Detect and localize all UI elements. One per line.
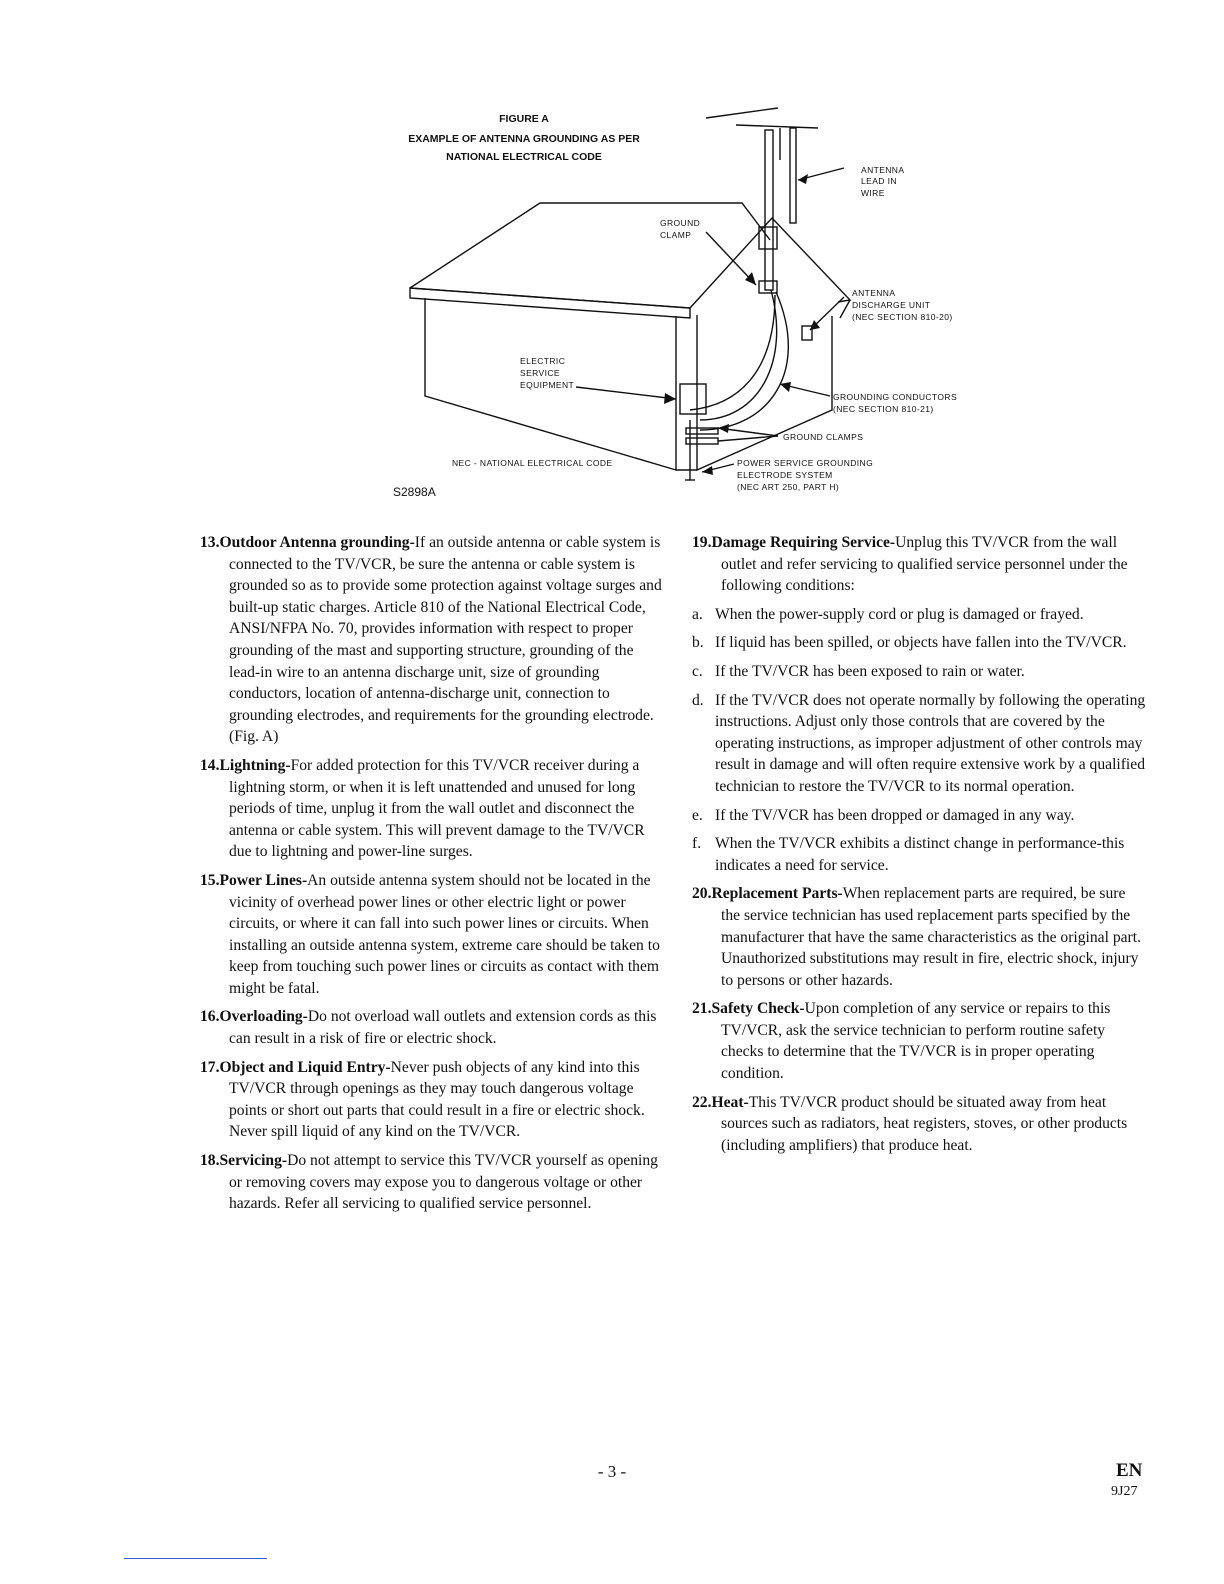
item-13-text: If an outside antenna or cable system is connected to the TV/VCR, be sure the antenna or cable system is grounded so as to provide some protection against voltage surges and built-up static charges. Article 810 of the National Electrical Code, ANSI/NFPA No. 70, provides information with respect to proper grounding of the mast and supporting structure, grounding of the lead-in wire to an antenna discharge unit, size of grounding conductors, location of antenna-discharge unit, connection to grounding electrodes, and requirements for the grounding electrode. (Fig. A) [229,534,662,746]
figure-title-line-3: NATIONAL ELECTRICAL CODE [446,151,602,163]
item-14-text: For added protection for this TV/VCR receiver during a lightning storm, or when it is left unattended and unused for long periods of time, unplug it from the wall outlet and disconnect the antenna or cable system. This will prevent damage to the TV/VCR due to lightning and power-line surges. [229,756,645,861]
label-antenna-lead-2: LEAD IN [861,176,897,186]
label-ground-clamps: GROUND CLAMPS [783,432,864,442]
label-power-service-3: (NEC ART 250, PART H) [737,482,840,492]
document-code: 9J27 [1111,1484,1138,1499]
item-15-title: Power Lines- [219,871,308,889]
item-13-title: Outdoor Antenna grounding- [219,534,415,551]
item-15: 15.Power Lines-An outside antenna system should not be located in the vicinity of overhead power lines or other electric light or power circuits, or where it can fall into such power lines or circuits. When installing an outside antenna system, extreme care should be taken to keep from touching such power lines or circuits as contact with them might be fatal. [200,871,660,997]
ground-conductor [690,295,775,410]
item-22-title: Heat- [711,1093,749,1111]
item-14: 14.Lightning-For added protection for this TV/VCR receiver during a lightning storm, or when it is left unattended and unused for long periods of time, unplug it from the wall outlet and disconnect the antenna or cable system. This will prevent damage to the TV/VCR due to lightning and power-line surges. [200,756,645,861]
item-16-title: Overloading- [219,1008,308,1026]
item-21-text: Upon completion of any service or repairs to this TV/VCR, ask the service technician to perform routine safety checks to determine that the TV/VCR is in proper operating condition. [721,1000,1111,1083]
item-20-title: Replacement Parts- [711,885,843,903]
figure-code: S2898A [393,485,436,499]
label-discharge-1: ANTENNA [852,288,896,298]
mast-pole [790,128,796,223]
roof-eave [410,288,690,318]
footer-rule [124,1558,267,1559]
item-19-text: Unplug this TV/VCR from the wall outlet and refer servicing to qualified service personnel under the following conditions: [721,534,1128,595]
item-19-sub-a: a. When the power-supply cord or plug is damaged or frayed. [692,605,1084,623]
antenna-grounding-figure [0,0,1224,520]
item-19-sub-b: b. If liquid has been spilled, or objects have fallen into the TV/VCR. [692,634,1127,652]
item-20-text: When replacement parts are required, be sure the service technician has used replacement parts specified by the manufacturer that have the same characteristics as the original part. Unauthorized substitutions may result in fire, electric shock, injury to persons or other hazards. [721,885,1141,989]
antenna-top [706,108,818,160]
label-discharge-2: DISCHARGE UNIT [852,300,931,310]
item-19-sub-d: d. If the TV/VCR does not operate normally by following the operating instructions. Adjust only those controls that are covered by the operating instructions, as improper adjustment of other controls may result in damage and will often require extensive work by a qualified technician to restore the TV/VCR to its normal operation. [692,691,1146,795]
label-electric-3: EQUIPMENT [520,380,575,390]
item-17-title: Object and Liquid Entry- [219,1058,391,1076]
house-roof [410,203,770,288]
label-grounding-conductors-1: GROUNDING CONDUCTORS [833,392,958,402]
label-discharge-3: (NEC SECTION 810-20) [852,312,953,322]
label-ground-clamp-2: CLAMP [660,230,692,240]
right-column [692,532,1146,1163]
item-22: 22.Heat-This TV/VCR product should be situated away from heat sources such as radiators, heat registers, stoves, or other products (including amplifiers) that produce heat. [692,1093,1128,1154]
item-17-text: Never push objects of any kind into this TV/VCR through openings as they may touch dangerous voltage points or short out parts that could result in a fire or electric shock. Never spill liquid of any kind on the TV/VCR. [229,1058,645,1141]
item-19-sub-e: e. If the TV/VCR has been dropped or damaged in any way. [692,806,1075,824]
label-antenna-lead-3: WIRE [861,188,885,198]
item-20: 20.Replacement Parts-When replacement parts are required, be sure the service technician has used replacement parts specified by the manufacturer that have the same characteristics as the original part. Unauthorized substitutions may result in fire, electric shock, injury to persons or other hazards. [692,885,1141,989]
item-21: 21.Safety Check-Upon completion of any service or repairs to this TV/VCR, ask the service technician to perform routine safety checks to determine that the TV/VCR is in proper operating condition. [692,1000,1111,1083]
label-ground-clamp-1: GROUND [660,218,701,228]
label-nec-note: NEC - NATIONAL ELECTRICAL CODE [452,458,613,468]
item-19: 19.Damage Requiring Service-Unplug this TV/VCR from the wall outlet and refer servicing to qualified service personnel under the following conditions: [692,534,1128,595]
item-16: 16.Overloading-Do not overload wall outlets and extension cords as this can result in a risk of fire or electric shock. [200,1008,657,1048]
item-18-text: Do not attempt to service this TV/VCR yourself as opening or removing covers may expose you to dangerous voltage or other hazards. Refer all servicing to qualified service personnel. [229,1152,658,1213]
discharge-unit [802,326,812,340]
item-22-text: This TV/VCR product should be situated away from heat sources such as radiators, heat registers, stoves, or other products (including amplifiers) that produce heat. [721,1093,1128,1154]
item-17: 17.Object and Liquid Entry-Never push objects of any kind into this TV/VCR through openings as they may touch dangerous voltage points or short out parts that could result in a fire or electric shock. Never spill liquid of any kind on the TV/VCR. [200,1058,645,1141]
item-14-title: Lightning- [219,756,291,774]
item-13: 13.Outdoor Antenna grounding-If an outside antenna or cable system is connected to the TV/VCR, be sure the antenna or cable system is grounded so as to provide some protection against voltage surges and built-up static charges. Article 810 of the National Electrical Code, ANSI/NFPA No. 70, provides information with respect to proper grounding of the mast and supporting structure, grounding of the lead-in wire to an antenna discharge unit, size of grounding conductors, location of antenna-discharge unit, connection to grounding electrodes, and requirements for the grounding electrode. (Fig. A) [200,534,662,746]
item-16-text: Do not overload wall outlets and extension cords as this can result in a risk of fire or electric shock. [229,1008,657,1048]
figure-title-line-1: FIGURE A [499,113,549,125]
item-18-title: Servicing- [219,1152,288,1170]
item-19-sub-f: f. When the TV/VCR exhibits a distinct change in performance-this indicates a need for service. [692,835,1125,874]
item-18: 18.Servicing-Do not attempt to service this TV/VCR yourself as opening or removing covers may expose you to dangerous voltage or other hazards. Refer all servicing to qualified service personnel. [200,1152,658,1213]
item-19-title: Damage Requiring Service- [711,534,896,551]
label-electric-1: ELECTRIC [520,356,566,366]
label-electric-2: SERVICE [520,368,560,378]
language-code: EN [1116,1460,1143,1481]
label-antenna-lead-1: ANTENNA [861,165,905,175]
label-power-service-2: ELECTRODE SYSTEM [737,470,833,480]
ground-clamp-lower [759,281,777,293]
item-21-title: Safety Check- [711,1000,805,1018]
label-power-service-1: POWER SERVICE GROUNDING [737,458,874,468]
left-column [200,532,662,1222]
page-number: - 3 - [597,1462,627,1481]
figure-title-line-2: EXAMPLE OF ANTENNA GROUNDING AS PER [408,133,640,145]
item-19-sub-c: c. If the TV/VCR has been exposed to rain or water. [692,662,1025,680]
label-grounding-conductors-2: (NEC SECTION 810-21) [833,404,934,414]
antenna-mast [765,130,773,290]
house-right-gable [690,218,850,308]
item-15-text: An outside antenna system should not be located in the vicinity of overhead power lines or other electric light or power circuits, or where it can fall into such power lines or circuits. When installing an outside antenna system, extreme care should be taken to keep from touching such power lines or circuits as contact with them might be fatal. [229,871,660,997]
